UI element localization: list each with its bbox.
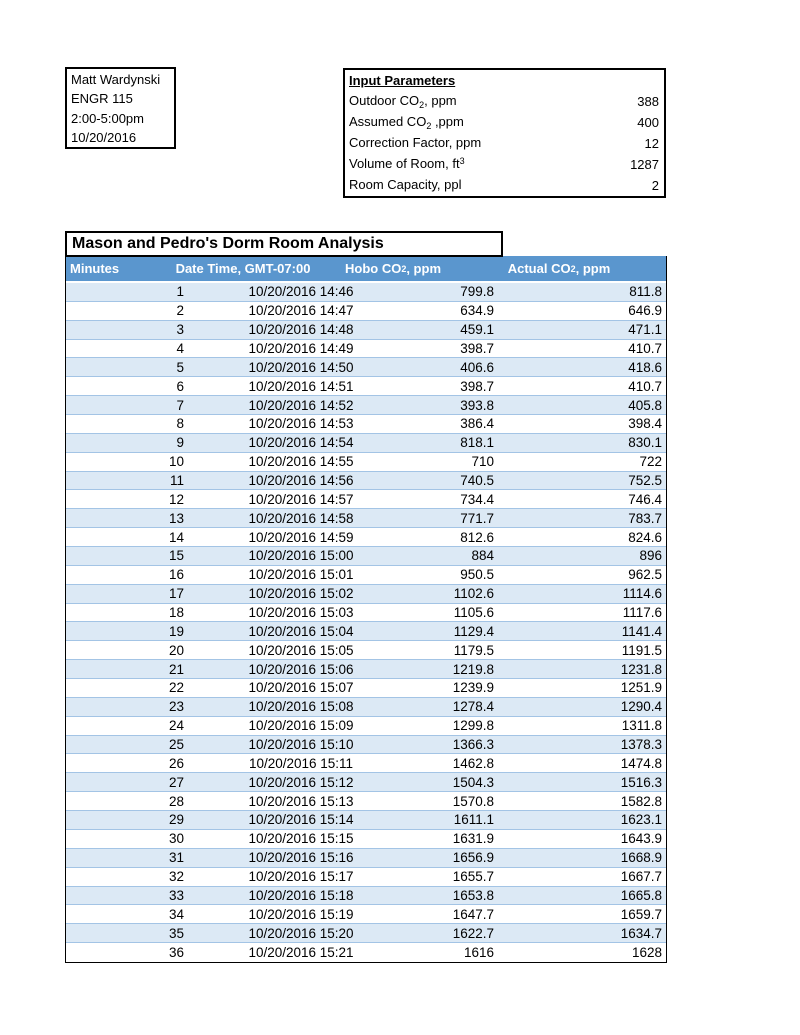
table-row	[66, 453, 666, 472]
cell-datetime: 10/20/2016 14:51	[248, 378, 354, 394]
table-row	[66, 547, 666, 566]
table-row	[66, 509, 666, 528]
table-row	[66, 434, 666, 453]
cell-datetime: 10/20/2016 15:11	[248, 755, 354, 771]
table-row	[66, 377, 666, 396]
cell-minutes: 27	[168, 774, 184, 790]
cell-hobo-co2: 1129.4	[453, 623, 494, 639]
cell-datetime: 10/20/2016 14:54	[248, 435, 354, 451]
cell-hobo-co2: 1631.9	[452, 831, 494, 847]
cell-hobo-co2: 393.8	[460, 397, 494, 413]
cell-datetime: 10/20/2016 15:02	[248, 586, 354, 602]
table-row	[66, 698, 666, 717]
cell-datetime: 10/20/2016 15:08	[248, 699, 354, 715]
cell-datetime: 10/20/2016 15:06	[248, 661, 354, 677]
cell-hobo-co2: 1656.9	[452, 850, 494, 866]
cell-actual-co2: 1659.7	[620, 906, 662, 922]
table-row	[66, 924, 666, 943]
cell-minutes: 31	[168, 850, 184, 866]
cell-hobo-co2: 398.7	[460, 341, 494, 356]
param-value: 388	[637, 94, 659, 109]
cell-minutes: 35	[168, 925, 184, 941]
cell-datetime: 10/20/2016 14:56	[248, 473, 354, 489]
cell-minutes: 25	[168, 737, 184, 753]
cell-minutes: 30	[168, 831, 184, 847]
table-row	[66, 868, 666, 887]
cell-minutes: 19	[168, 623, 184, 639]
table-row	[66, 641, 666, 660]
cell-minutes: 8	[176, 416, 184, 432]
cell-minutes: 1	[176, 284, 184, 300]
cell-actual-co2: 1141.4	[621, 623, 662, 639]
cell-datetime: 10/20/2016 15:04	[248, 623, 354, 639]
cell-actual-co2: 752.5	[628, 473, 662, 489]
table-row	[66, 585, 666, 604]
table-row	[66, 754, 666, 773]
cell-hobo-co2: 1179.5	[453, 642, 494, 658]
cell-datetime: 10/20/2016 14:46	[248, 284, 354, 300]
cell-minutes: 24	[168, 718, 184, 734]
table-row	[66, 302, 666, 321]
cell-actual-co2: 1665.8	[620, 887, 662, 903]
table-row	[66, 415, 666, 434]
cell-datetime: 10/20/2016 15:03	[248, 605, 354, 621]
cell-actual-co2: 418.6	[628, 359, 662, 375]
param-value: 2	[651, 178, 659, 193]
table-row	[66, 887, 666, 906]
cell-actual-co2: 1668.9	[620, 850, 662, 866]
cell-minutes: 9	[176, 435, 184, 451]
cell-actual-co2: 1311.8	[621, 718, 662, 734]
table-row	[66, 472, 666, 491]
table-body	[66, 283, 666, 962]
column-header-label: Actual CO	[507, 261, 571, 276]
table-row	[66, 717, 666, 736]
cell-minutes: 22	[168, 680, 184, 696]
data-table	[65, 256, 667, 963]
info-line: 2:00-5:00pm	[71, 110, 144, 126]
cell-minutes: 23	[168, 699, 184, 715]
cell-actual-co2: 824.6	[628, 529, 662, 545]
table-row	[66, 490, 666, 509]
cell-actual-co2: 1290.4	[620, 699, 662, 715]
info-line: ENGR 115	[71, 91, 133, 107]
cell-actual-co2: 811.8	[629, 284, 662, 300]
cell-datetime: 10/20/2016 14:53	[248, 416, 354, 432]
cell-actual-co2: 746.4	[628, 491, 662, 507]
table-row	[66, 679, 666, 698]
param-row	[349, 175, 659, 196]
cell-hobo-co2: 799.8	[460, 284, 494, 300]
param-value: 12	[644, 136, 659, 151]
cell-minutes: 7	[176, 397, 184, 413]
column-header-label: , ppm	[575, 261, 611, 276]
cell-actual-co2: 1191.5	[621, 642, 662, 658]
cell-minutes: 14	[168, 529, 184, 545]
table-title: Mason and Pedro's Dorm Room Analysis	[65, 231, 503, 257]
cell-actual-co2: 722	[639, 454, 662, 470]
cell-actual-co2: 1231.8	[620, 661, 662, 677]
cell-minutes: 29	[168, 812, 184, 828]
column-header-label: Hobo CO	[344, 261, 402, 276]
param-row	[349, 91, 659, 112]
cell-hobo-co2: 1102.6	[453, 586, 494, 602]
cell-actual-co2: 896	[639, 548, 662, 564]
table-header	[66, 256, 666, 283]
table-row	[66, 773, 666, 792]
cell-minutes: 18	[168, 605, 184, 621]
param-row	[349, 133, 659, 154]
cell-minutes: 17	[168, 586, 184, 602]
cell-datetime: 10/20/2016 15:14	[248, 812, 354, 828]
cell-datetime: 10/20/2016 15:01	[248, 567, 354, 583]
cell-hobo-co2: 1219.8	[452, 661, 494, 677]
cell-datetime: 10/20/2016 15:15	[248, 831, 354, 847]
cell-actual-co2: 405.8	[628, 397, 662, 413]
cell-minutes: 15	[168, 548, 184, 564]
cell-hobo-co2: 1299.8	[452, 718, 494, 734]
cell-hobo-co2: 710	[471, 454, 494, 470]
cell-actual-co2: 1634.7	[620, 925, 662, 941]
cell-hobo-co2: 1504.3	[452, 774, 494, 790]
table-row	[66, 358, 666, 377]
cell-datetime: 10/20/2016 15:07	[248, 680, 354, 696]
cell-actual-co2: 1643.9	[620, 831, 662, 847]
cell-actual-co2: 646.9	[628, 303, 662, 319]
cell-hobo-co2: 1278.4	[452, 699, 494, 715]
cell-hobo-co2: 812.6	[460, 529, 494, 545]
table-row	[66, 849, 666, 868]
cell-actual-co2: 410.7	[628, 378, 662, 394]
table-row	[66, 736, 666, 755]
cell-datetime: 10/20/2016 14:55	[248, 454, 354, 470]
table-row	[66, 340, 666, 359]
cell-datetime: 10/20/2016 15:05	[248, 642, 354, 658]
cell-hobo-co2: 884	[471, 548, 494, 564]
cell-hobo-co2: 1655.7	[452, 869, 494, 885]
cell-actual-co2: 1516.3	[620, 774, 662, 790]
info-card	[65, 67, 176, 149]
cell-actual-co2: 1667.7	[620, 869, 662, 885]
cell-datetime: 10/20/2016 14:47	[248, 303, 354, 319]
cell-minutes: 10	[168, 454, 184, 470]
cell-datetime: 10/20/2016 15:13	[248, 793, 354, 809]
cell-datetime: 10/20/2016 15:09	[248, 718, 354, 734]
cell-hobo-co2: 406.6	[460, 359, 494, 375]
column-header-label: , ppm	[406, 261, 442, 276]
cell-actual-co2: 1251.9	[620, 680, 662, 696]
cell-minutes: 13	[168, 510, 184, 526]
cell-minutes: 33	[168, 887, 184, 903]
cell-datetime: 10/20/2016 15:19	[248, 906, 354, 922]
table-row	[66, 396, 666, 415]
cell-minutes: 6	[176, 378, 184, 394]
table-row	[66, 622, 666, 641]
cell-hobo-co2: 1647.7	[452, 906, 494, 922]
table-row	[66, 943, 666, 962]
table-row	[66, 811, 666, 830]
cell-hobo-co2: 1622.7	[452, 925, 494, 941]
cell-actual-co2: 1114.6	[622, 586, 662, 602]
cell-datetime: 10/20/2016 14:50	[248, 359, 354, 375]
param-row	[349, 112, 659, 133]
cell-hobo-co2: 734.4	[460, 491, 494, 507]
table-row	[66, 660, 666, 679]
cell-datetime: 10/20/2016 14:57	[248, 491, 354, 507]
cell-actual-co2: 410.7	[628, 341, 662, 356]
cell-datetime: 10/20/2016 15:20	[248, 925, 354, 941]
param-row	[349, 154, 659, 175]
cell-minutes: 2	[176, 303, 184, 319]
input-parameters-card	[343, 68, 666, 198]
cell-datetime: 10/20/2016 15:10	[248, 737, 354, 753]
param-label: Room Capacity, ppl	[349, 177, 462, 192]
cell-datetime: 10/20/2016 15:12	[248, 774, 354, 790]
param-label: Correction Factor, ppm	[349, 135, 482, 150]
info-line: 10/20/2016	[71, 130, 137, 146]
cell-actual-co2: 398.4	[628, 416, 662, 432]
cell-datetime: 10/20/2016 15:00	[248, 548, 354, 564]
cell-actual-co2: 1117.6	[622, 605, 662, 621]
cell-minutes: 21	[168, 661, 184, 677]
cell-minutes: 34	[168, 906, 184, 922]
cell-hobo-co2: 950.5	[460, 567, 494, 583]
cell-hobo-co2: 386.4	[460, 416, 494, 432]
cell-actual-co2: 471.1	[628, 322, 662, 338]
cell-datetime: 10/20/2016 14:59	[248, 529, 354, 545]
info-line: Matt Wardynski	[71, 72, 161, 87]
column-header-hobo-co2	[345, 256, 441, 281]
table-row	[66, 604, 666, 623]
cell-minutes: 28	[168, 793, 184, 809]
param-label: Volume of Room, $ft^3$	[349, 156, 465, 171]
subscript: 2	[570, 263, 576, 274]
cell-hobo-co2: 1239.9	[452, 680, 494, 696]
cell-minutes: 11	[169, 473, 184, 489]
cell-hobo-co2: 1462.8	[452, 755, 494, 771]
cell-minutes: 12	[168, 491, 184, 507]
table-row	[66, 792, 666, 811]
table-row	[66, 528, 666, 547]
cell-actual-co2: 1623.1	[620, 812, 662, 828]
cell-hobo-co2: 771.7	[460, 510, 494, 526]
cell-minutes: 20	[168, 642, 184, 658]
cell-actual-co2: 1582.8	[620, 793, 662, 809]
cell-actual-co2: 1628	[631, 945, 662, 960]
table-row	[66, 905, 666, 924]
cell-hobo-co2: 634.9	[460, 303, 494, 319]
column-header-datetime	[176, 256, 311, 281]
param-value: 1287	[630, 157, 659, 172]
cell-minutes: 36	[168, 945, 184, 960]
cell-actual-co2: 962.5	[628, 567, 662, 583]
cell-hobo-co2: 398.7	[460, 378, 494, 394]
subscript: 2	[401, 263, 407, 274]
cell-actual-co2: 1378.3	[620, 737, 662, 753]
cell-datetime: 10/20/2016 15:17	[248, 869, 354, 885]
cell-actual-co2: 1474.8	[620, 755, 662, 771]
cell-datetime: 10/20/2016 15:18	[248, 887, 354, 903]
cell-minutes: 26	[168, 755, 184, 771]
table-row	[66, 321, 666, 340]
cell-hobo-co2: 1366.3	[452, 737, 494, 753]
param-label: Assumed $CO_2$ ,ppm	[349, 114, 464, 131]
cell-actual-co2: 783.7	[628, 510, 662, 526]
table-row	[66, 830, 666, 849]
column-header-label: Minutes	[70, 261, 120, 276]
cell-datetime: 10/20/2016 14:48	[248, 322, 354, 338]
cell-hobo-co2: 1653.8	[452, 887, 494, 903]
param-label: Outdoor $CO_2$, ppm	[349, 93, 457, 110]
cell-hobo-co2: 740.5	[460, 473, 494, 489]
cell-minutes: 5	[176, 359, 184, 375]
table-row	[66, 566, 666, 585]
cell-actual-co2: 830.1	[628, 435, 662, 451]
cell-datetime: 10/20/2016 14:49	[248, 341, 354, 356]
cell-datetime: 10/20/2016 15:16	[248, 850, 354, 866]
cell-minutes: 32	[168, 869, 184, 885]
cell-datetime: 10/20/2016 14:58	[248, 510, 354, 526]
cell-hobo-co2: 1105.6	[453, 605, 494, 621]
column-header-actual-co2	[508, 256, 611, 281]
cell-hobo-co2: 1570.8	[452, 793, 494, 809]
cell-hobo-co2: 1616	[463, 945, 494, 960]
cell-hobo-co2: 818.1	[460, 435, 494, 451]
cell-minutes: 3	[176, 322, 184, 338]
cell-minutes: 16	[168, 567, 184, 583]
column-header-minutes	[70, 256, 119, 281]
cell-hobo-co2: 1611.1	[453, 812, 494, 828]
param-rows	[349, 91, 659, 196]
cell-hobo-co2: 459.1	[460, 322, 494, 338]
cell-datetime: 10/20/2016 15:21	[248, 945, 354, 960]
table-row	[66, 283, 666, 302]
cell-minutes: 4	[176, 341, 184, 356]
param-value: 400	[637, 115, 659, 130]
input-parameters-title: Input Parameters	[349, 73, 456, 88]
column-header-label: Date Time, GMT-07:00	[175, 261, 311, 276]
cell-datetime: 10/20/2016 14:52	[248, 397, 354, 413]
